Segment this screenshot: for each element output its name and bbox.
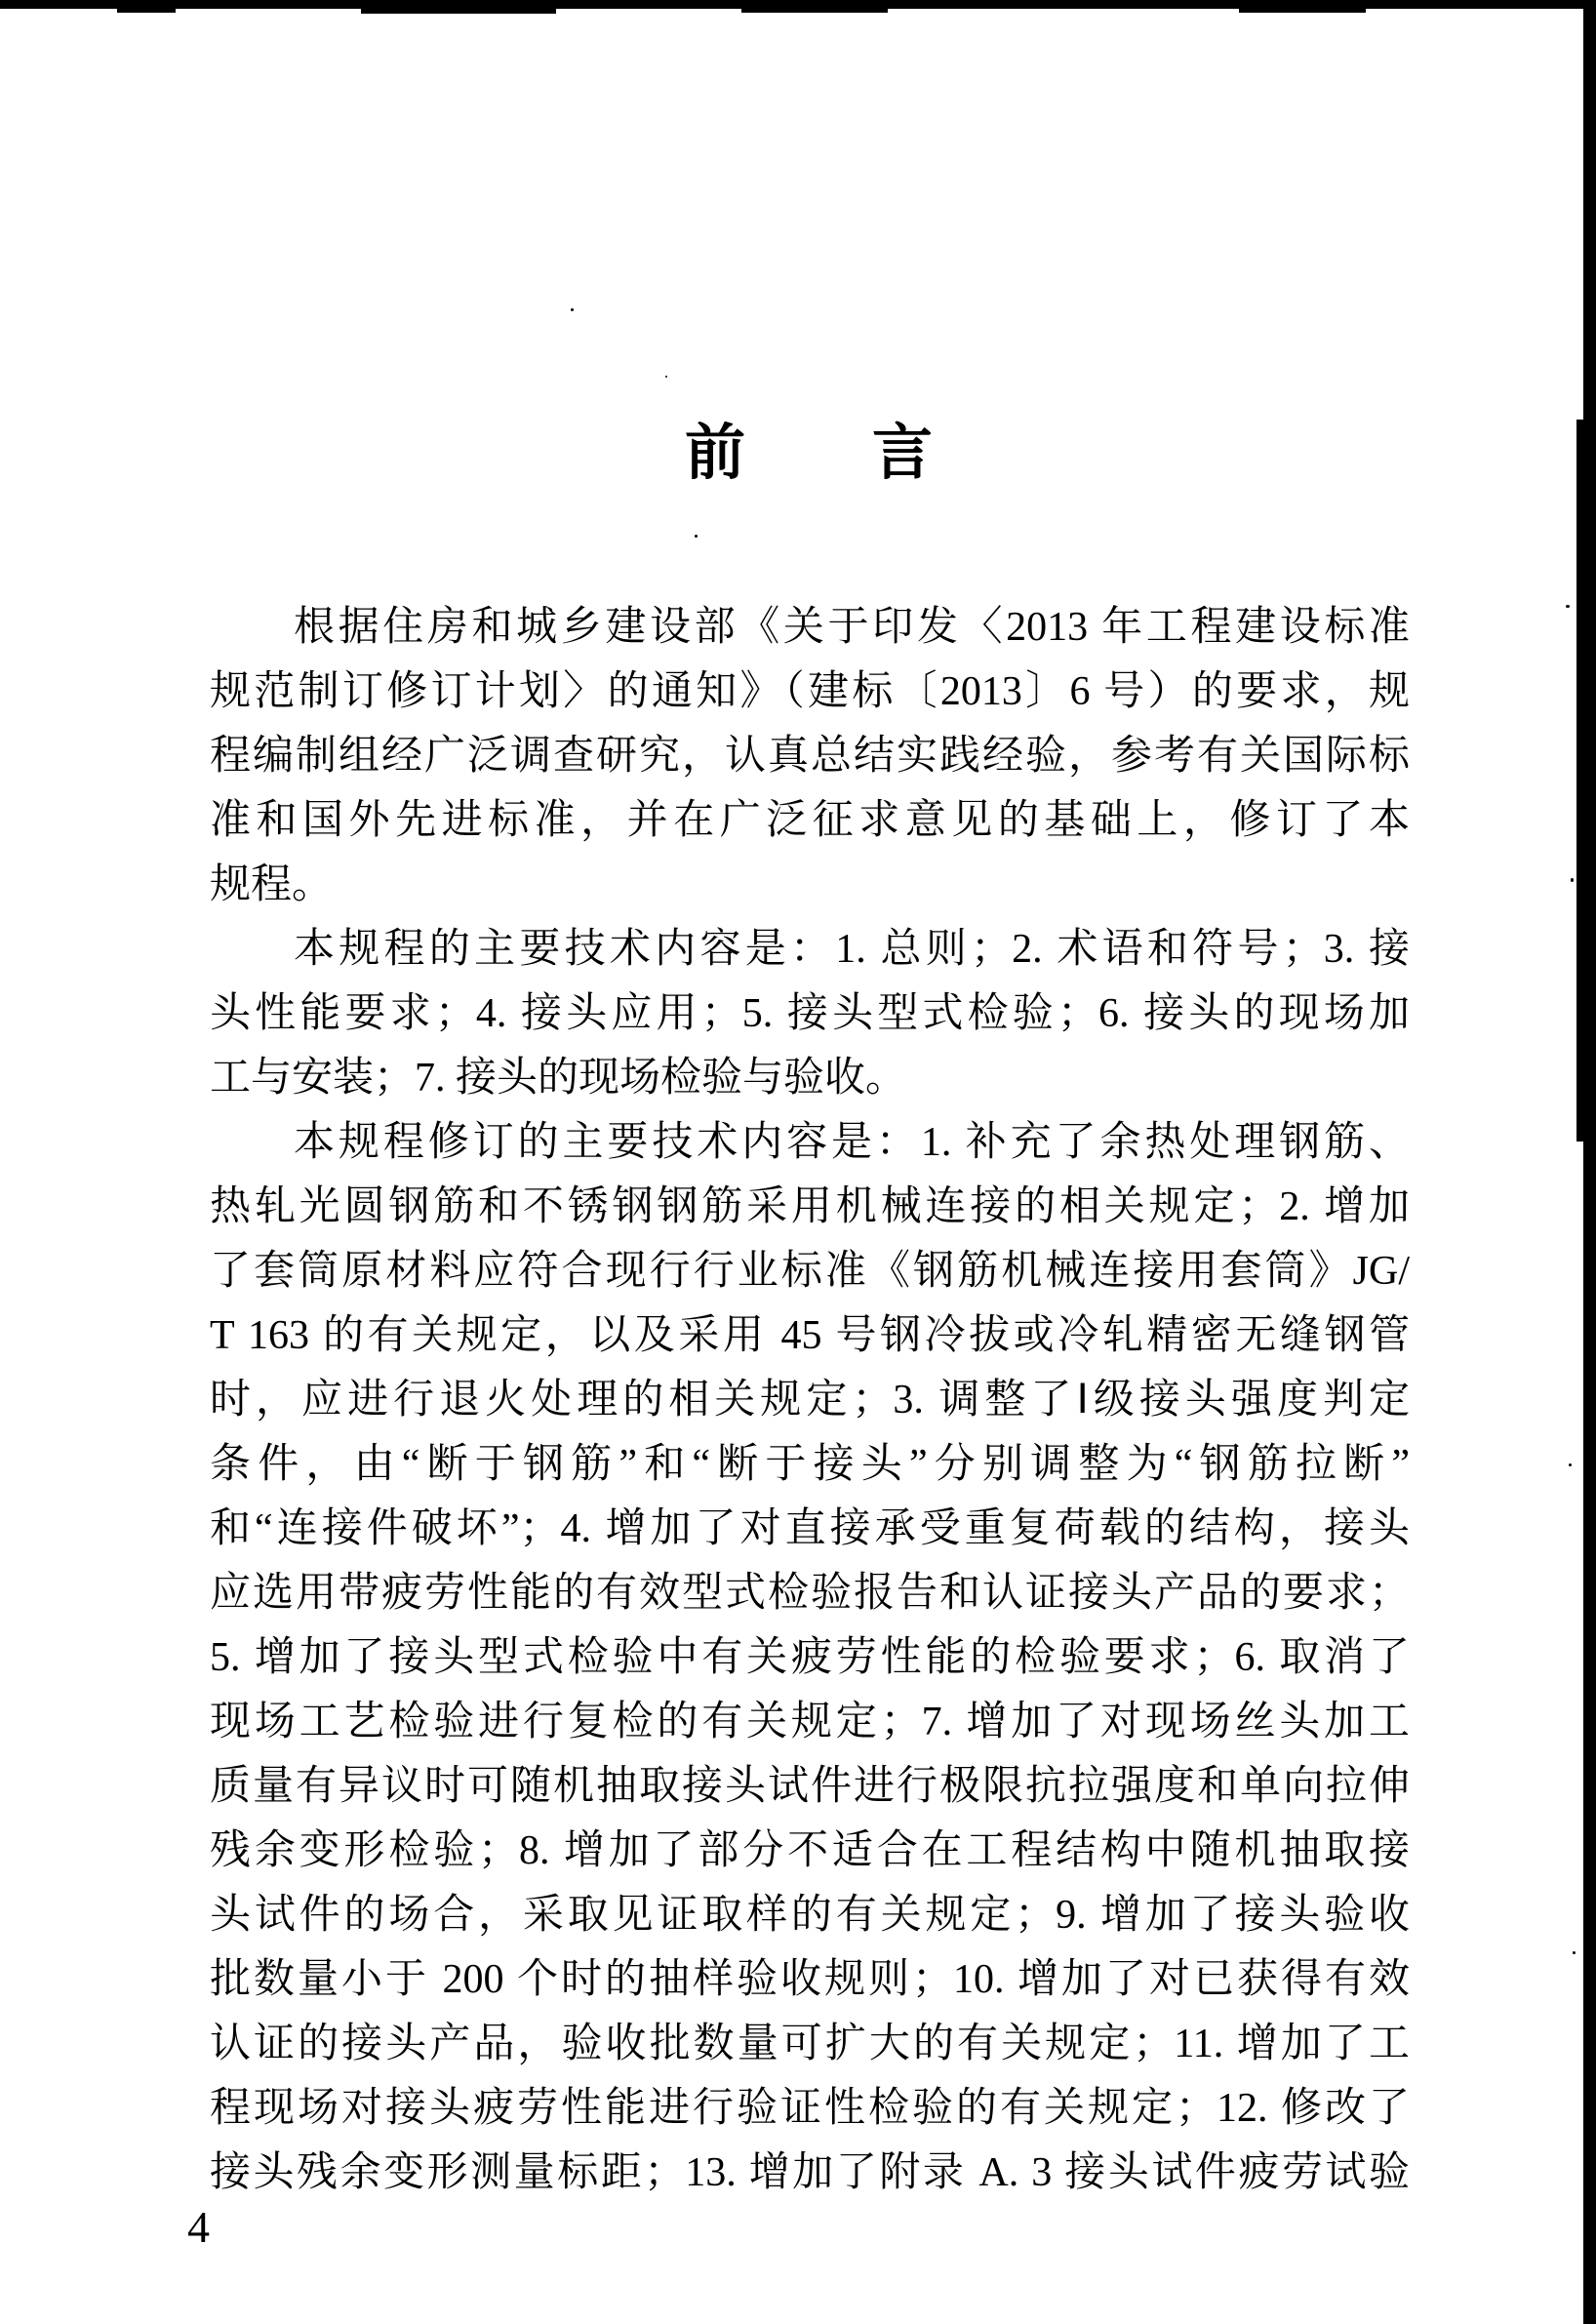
scan-speck: [1569, 1463, 1572, 1466]
scan-speck: [695, 535, 698, 538]
text-line: 头性能要求；4. 接头应用；5. 接头型式检验；6. 接头的现场加: [210, 991, 1410, 1036]
text-line: 现场工艺检验进行复检的有关规定；7. 增加了对现场丝头加工: [210, 1700, 1410, 1744]
scan-speck: [665, 376, 667, 378]
text-line: 质量有异议时可随机抽取接头试件进行极限抗拉强度和单向拉伸: [210, 1764, 1410, 1809]
foreword-body: [210, 595, 1410, 2205]
text-line: 本规程的主要技术内容是：1. 总则；2. 术语和符号；3. 接: [294, 927, 1410, 972]
scan-noise-top-fragment: [1239, 9, 1366, 13]
page-number: 4: [187, 2202, 210, 2252]
text-line: 5. 增加了接头型式检验中有关疲劳性能的检验要求；6. 取消了: [210, 1635, 1410, 1680]
text-line: 认证的接头产品，验收批数量可扩大的有关规定；11. 增加了工: [210, 2022, 1410, 2066]
scan-noise-top-fragment: [117, 9, 176, 13]
text-line: 头试件的场合，采取见证取样的有关规定；9. 增加了接头验收: [210, 1893, 1410, 1938]
text-line: 应选用带疲劳性能的有效型式检验报告和认证接头产品的要求；: [210, 1571, 1410, 1616]
text-line: 程编制组经广泛调查研究，认真总结实践经验，参考有关国际标: [210, 734, 1410, 779]
text-line: 残余变形检验；8. 增加了部分不适合在工程结构中随机抽取接: [210, 1828, 1410, 1873]
text-line: 时，应进行退火处理的相关规定；3. 调整了Ⅰ级接头强度判定: [210, 1378, 1410, 1422]
text-line: 本规程修订的主要技术内容是：1. 补充了余热处理钢筋、: [294, 1120, 1410, 1165]
page-title: 前 言: [684, 421, 935, 487]
scan-noise-top-fragment: [741, 9, 888, 13]
text-line: 和“连接件破坏”；4. 增加了对直接承受重复荷载的结构，接头: [210, 1506, 1410, 1551]
text-line: 工与安装；7. 接头的现场检验与验收。: [210, 1056, 907, 1101]
text-line: 规程。: [210, 862, 334, 907]
text-line: T 163 的有关规定，以及采用 45 号钢冷拔或冷轧精密无缝钢管: [210, 1313, 1410, 1358]
text-line: 条件，由“断于钢筋”和“断于接头”分别调整为“钢筋拉断”: [210, 1442, 1410, 1487]
text-line: 批数量小于 200 个时的抽样验收规则；10. 增加了对已获得有效: [210, 1957, 1410, 2002]
text-line: 根据住房和城乡建设部《关于印发〈2013 年工程建设标准: [294, 605, 1410, 650]
text-line: 规范制订修订计划〉的通知》（建标〔2013〕6 号）的要求，规: [210, 669, 1410, 714]
scan-noise-top-fragment: [361, 9, 556, 14]
text-line: 程现场对接头疲劳性能进行验证性检验的有关规定；12. 修改了: [210, 2086, 1410, 2131]
scan-speck: [1566, 605, 1570, 608]
scan-noise-right-edge: [1583, 0, 1596, 2324]
scan-speck: [1573, 1951, 1576, 1954]
text-line: 了套筒原材料应符合现行行业标准《钢筋机械连接用套筒》JG/: [210, 1249, 1410, 1294]
scan-noise-top-edge: [0, 0, 1596, 9]
text-line: 准和国外先进标准，并在广泛征求意见的基础上，修订了本: [210, 798, 1410, 843]
scan-speck: [1571, 878, 1574, 882]
scan-noise-right-edge-wide: [1576, 420, 1596, 1142]
text-line: 接头残余变形测量标距；13. 增加了附录 A. 3 接头试件疲劳试验: [210, 2150, 1410, 2195]
scan-speck: [571, 308, 574, 311]
text-line: 热轧光圆钢筋和不锈钢钢筋采用机械连接的相关规定；2. 增加: [210, 1184, 1410, 1229]
